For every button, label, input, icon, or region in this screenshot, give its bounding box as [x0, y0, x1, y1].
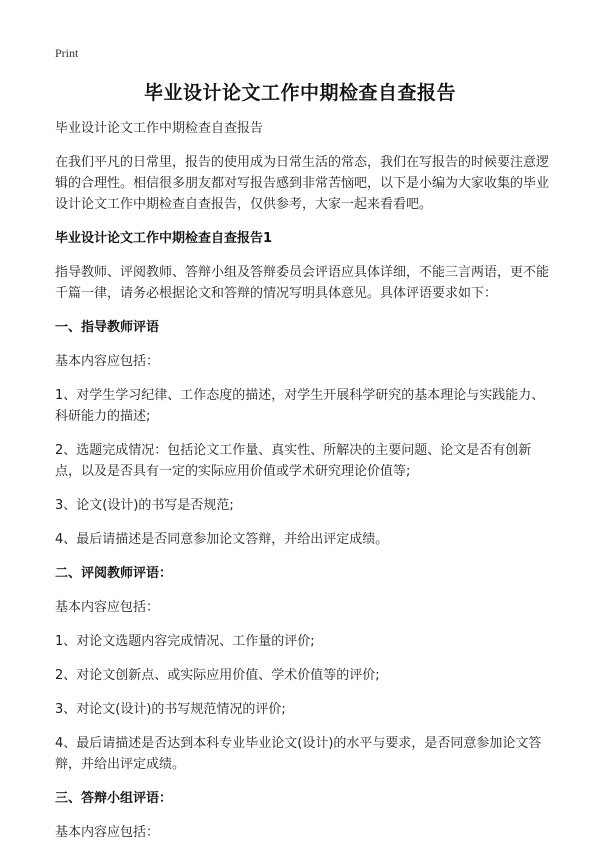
document-body: [55, 118, 556, 856]
part2-lead: 基本内容应包括：: [55, 600, 160, 615]
part1-item-3: 3、论文(设计)的书写是否规范;: [55, 498, 234, 513]
part2-item-3: 3、对论文(设计)的书写规范情况的评价;: [55, 702, 286, 717]
intro-paragraph: 在我们平凡的日常里，报告的使用成为日常生活的常态，我们在写报告的时候要注意逻辑的合理性。相信很多朋友都对写报告感到非常苦恼吧，以下是小编为大家收集的毕业设计论文工作中期检查自查报告，仅供参考，大家一起来看看吧。: [55, 155, 550, 212]
subtitle: 毕业设计论文工作中期检查自查报告: [55, 121, 264, 136]
section-title: 毕业设计论文工作中期检查自查报告1: [55, 231, 273, 246]
part2-item-1: 1、对论文选题内容完成情况、工作量的评价;: [55, 634, 315, 649]
page-title: 毕业设计论文工作中期检查自查报告: [143, 82, 456, 104]
part1-item-2: 2、选题完成情况：包括论文工作量、真实性、所解决的主要问题、论文是否有创新点，以及是否具有一定的实际应用价值或学术研究理论价值等;: [55, 443, 532, 479]
part3-lead: 基本内容应包括：: [55, 825, 160, 840]
part2-item-4: 4、最后请描述是否达到本科专业毕业论文(设计)的水平与要求，是否同意参加论文答辩，并给出评定成绩。: [55, 736, 542, 772]
part1-lead: 基本内容应包括：: [55, 354, 160, 369]
part2-item-2: 2、对论文创新点、或实际应用价值、学术价值等的评价;: [55, 668, 380, 683]
part2-heading: 二、评阅教师评语：: [55, 566, 173, 581]
part1-heading: 一、指导教师评语: [55, 320, 160, 335]
print-link[interactable]: Print: [55, 46, 79, 60]
part1-item-4: 4、最后请描述是否同意参加论文答辩，并给出评定成绩。: [55, 532, 389, 547]
part1-item-1: 1、对学生学习纪律、工作态度的描述，对学生开展科学研究的基本理论与实践能力、科研能力的描述;: [55, 388, 545, 424]
guidance-paragraph: 指导教师、评阅教师、答辩小组及答辩委员会评语应具体详细，不能三言两语，更不能千篇一律，请务必根据论文和答辩的情况写明具体意见。具体评语要求如下：: [55, 265, 550, 301]
part3-heading: 三、答辩小组评语：: [55, 791, 173, 806]
